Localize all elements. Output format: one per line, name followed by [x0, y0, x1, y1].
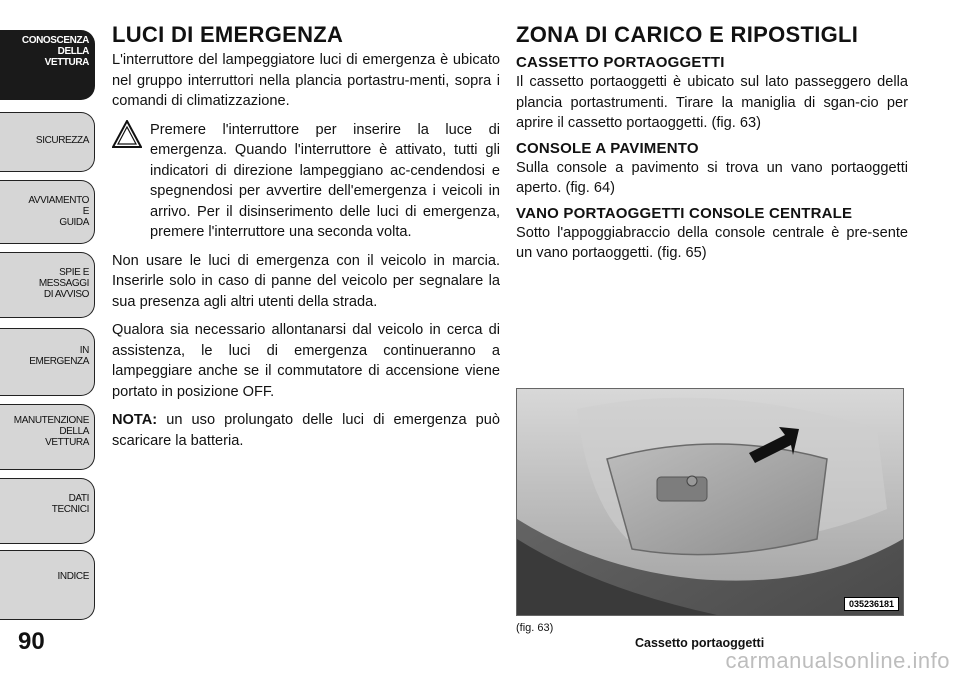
paragraph: Sotto l'appoggiabraccio della console centrale è pre-sente un vano portaoggetti. (fig. 65) — [516, 224, 908, 261]
tab-in-emergenza[interactable] — [0, 328, 95, 396]
paragraph: Non usare le luci di emergenza con il veicolo in marcia. Inserirle solo in caso di panne del veicolo per segnalare la sua presenza agli altri utenti della strada. — [112, 252, 500, 310]
right-column — [516, 22, 908, 268]
figure-reference: (fig. 63) — [516, 622, 554, 634]
tab-indice[interactable] — [0, 550, 95, 620]
subsection-title-console: CONSOLE A PAVIMENTO — [516, 139, 699, 157]
sidebar — [0, 0, 100, 678]
tab-label: AVVIAMENTO E GUIDA — [28, 195, 89, 228]
figure-code: 035236181 — [844, 597, 899, 611]
warning-triangle-icon — [112, 120, 142, 148]
note — [112, 410, 500, 451]
tab-label: DATI TECNICI — [51, 493, 89, 515]
warning-text: Premere l'interruttore per inserire la luce di emergenza. Quando l'interruttore è attivato, tutti gli indicatori di direzione lampeggiano ac-cendendosi e spegnendosi per avvertire dell'emergenza i veicoli in arrivo. Per il disinserimento delle luci di emergenza, premere l'interruttore una seconda volta. — [150, 121, 500, 240]
tab-spie-e-messaggi[interactable] — [0, 252, 95, 318]
note-text: un uso prolungato delle luci di emergenza può scaricare la batteria. — [112, 412, 500, 449]
tab-label: INDICE — [57, 571, 89, 582]
subsection-title-vano: VANO PORTAOGGETTI CONSOLE CENTRALE — [516, 204, 853, 222]
tab-label: MANUTENZIONE DELLA VETTURA — [13, 415, 89, 448]
tab-label: CONOSCENZA DELLA VETTURA — [21, 35, 89, 68]
figure-glove-box-photo — [516, 388, 904, 616]
section-title-zona-di-carico: ZONA DI CARICO E RIPOSTIGLI — [516, 22, 859, 47]
note-label: NOTA: — [112, 412, 158, 428]
paragraph: Sulla console a pavimento si trova un vano portaoggetti aperto. (fig. 64) — [516, 159, 908, 196]
tab-label: SICUREZZA — [35, 135, 89, 146]
tab-manutenzione-della-vettura[interactable] — [0, 404, 95, 470]
subsection-title-cassetto: CASSETTO PORTAOGGETTI — [516, 54, 725, 71]
watermark: carmanualsonline.info — [725, 648, 950, 673]
glove-box-illustration — [517, 389, 903, 615]
section-title-luci-di-emergenza: LUCI DI EMERGENZA — [112, 22, 344, 47]
page-number: 90 — [18, 628, 45, 655]
tab-label: SPIE E MESSAGGI DI AVVISO — [38, 267, 89, 300]
tab-sicurezza[interactable] — [0, 112, 95, 172]
tab-dati-tecnici[interactable] — [0, 478, 95, 544]
tab-avviamento-e-guida[interactable] — [0, 180, 95, 244]
tab-conoscenza-della-vettura[interactable] — [0, 30, 95, 100]
left-column — [112, 22, 500, 459]
paragraph: Il cassetto portaoggetti è ubicato sul lato passeggero della plancia portastrumenti. Tirare la maniglia di sgan-cio per aprire il cassetto portaoggetti. (fig. 63) — [516, 74, 908, 131]
paragraph: Qualora sia necessario allontanarsi dal veicolo in cerca di assistenza, le luci di emergenza continueranno a lampeggiare anche se il commutatore di accensione viene portato in posizione OFF. — [112, 322, 500, 400]
tab-label: IN EMERGENZA — [29, 345, 89, 367]
warning-block — [112, 120, 500, 243]
figure-caption: Cassetto portaoggetti — [635, 636, 765, 650]
paragraph: L'interruttore del lampeggiatore luci di emergenza è ubicato nel gruppo interruttori nella plancia portastru-menti, sopra i comandi di climatizzazione. — [112, 52, 500, 109]
